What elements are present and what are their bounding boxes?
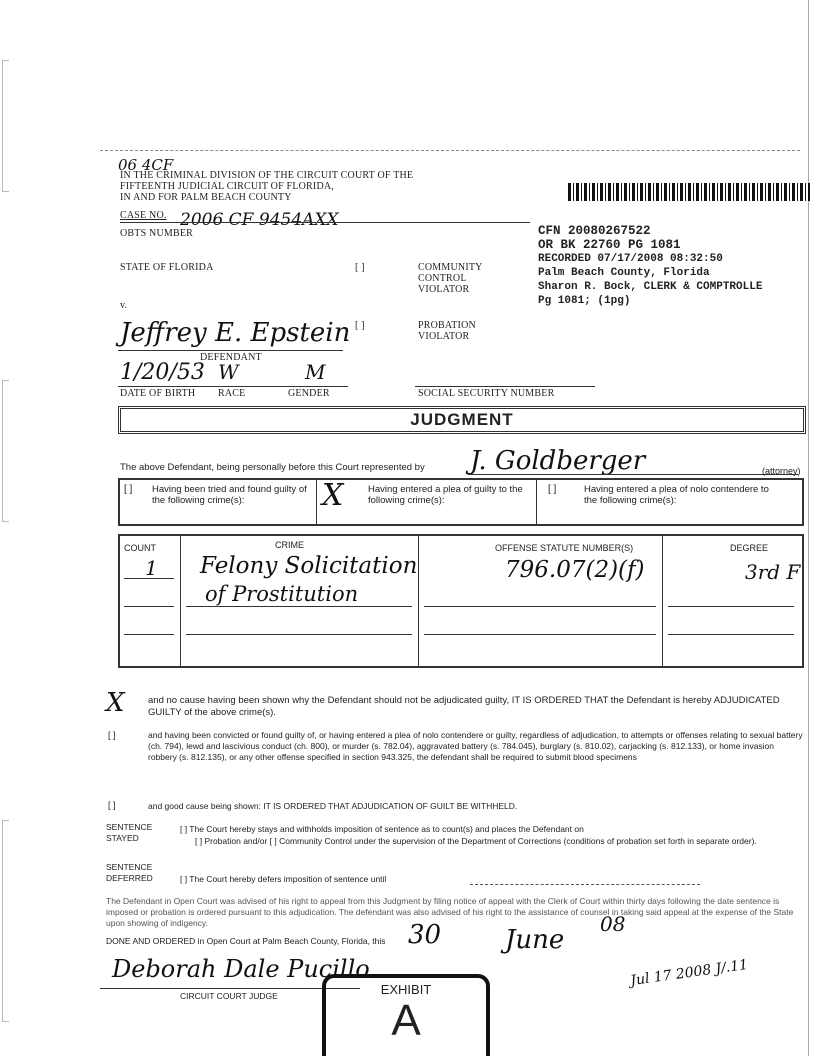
attorney-label: (attorney) xyxy=(762,466,801,476)
defendant-label: DEFENDANT xyxy=(200,352,262,363)
dob-label: DATE OF BIRTH xyxy=(120,388,196,399)
judge-signature: Deborah Dale Pucillo xyxy=(112,955,370,983)
divider xyxy=(180,534,181,666)
gender-label: GENDER xyxy=(288,388,330,399)
case-no-value: 2006 CF 9454AXX xyxy=(180,210,339,230)
appeal-text: The Defendant in Open Court was advised of his right to appeal from this Judgment by filing notice of appeal with the Clerk of Court within thirty days following the date sentence is imposed or probation is ordered pursuant to this adjudication. The defendant was also advised of his right to the assistance of counsel in taking said appeal at the expense of the State upon showing of indigency. xyxy=(106,896,794,928)
divider xyxy=(124,606,174,607)
gender-value: M xyxy=(305,360,326,384)
plea-tried-checkbox[interactable]: [ ] xyxy=(124,484,133,495)
month-value: June xyxy=(505,925,565,955)
statute-value: 796.07(2)(f) xyxy=(505,557,645,583)
col-degree: DEGREE xyxy=(730,543,769,553)
clerk: Sharon R. Bock, CLERK & COMPTROLLE xyxy=(538,281,763,293)
cfn: CFN 20080267522 xyxy=(538,224,651,238)
handwritten-case-note: 06 4CF xyxy=(118,156,174,174)
blood-text: and having been convicted or found guilty of, or having entered a plea of nolo contendere or guilty, regardless of adjudication, to attempts or offenses relating to sexual battery (ch. 794), lewd and lascivious conduct (ch. 800), or murder (s. 782.04), aggravated battery (s. 784.045), burglary (s. 810.02), carjacking (s. 812.133), or home invasion robbery (s. 812.135), or any other offense specified in section 943.325, the defendant shall be required to submit blood specimens xyxy=(148,730,803,762)
recording-stamp xyxy=(538,224,762,308)
stayed-label: SENTENCE STAYED xyxy=(106,822,153,843)
attorney-name: J. Goldberger xyxy=(470,446,646,476)
defendant-name: Jeffrey E. Epstein xyxy=(120,318,351,348)
plea-guilty-checkbox[interactable]: X xyxy=(322,478,344,513)
divider xyxy=(316,478,317,524)
race-value: W xyxy=(218,360,239,384)
ssn-label: SOCIAL SECURITY NUMBER xyxy=(418,388,555,399)
plea-tried-label: Having been tried and found guilty of the following crime(s): xyxy=(152,484,307,506)
recorded-date: RECORDED 07/17/2008 08:32:50 xyxy=(538,253,723,265)
barcode xyxy=(568,183,810,201)
degree-value: 3rd F xyxy=(745,560,801,584)
divider xyxy=(668,606,794,607)
exhibit-label: EXHIBIT xyxy=(380,982,432,997)
stayed-text: [ ] The Court hereby stays and withholds imposition of sentence as to count(s) and places the Defendant on xyxy=(180,824,584,834)
adjudicated-checkbox[interactable]: X xyxy=(106,688,125,718)
plea-nolo-label: Having entered a plea of nolo contendere to the following crime(s): xyxy=(584,484,769,506)
court-line-1: IN THE CRIMINAL DIVISION OF THE CIRCUIT COURT OF THE xyxy=(120,170,414,181)
adjudicated-text: and no cause having been shown why the Defendant should not be adjudicated guilty, IT IS ORDERED THAT the Defendant is hereby ADJUDICATED GUILTY of the above crime(s). xyxy=(148,695,780,718)
blood-checkbox[interactable]: [ ] xyxy=(108,730,116,740)
crime-value-1: Felony Solicitation xyxy=(200,553,418,579)
exhibit-sticker xyxy=(322,974,490,1056)
col-statute: OFFENSE STATUTE NUMBER(S) xyxy=(495,543,634,553)
col-crime: CRIME xyxy=(275,540,304,550)
probation-checkbox: [ ] xyxy=(355,320,365,331)
divider xyxy=(415,386,595,387)
divider xyxy=(536,478,537,524)
deferred-date-blank xyxy=(470,884,700,885)
state-label: STATE OF FLORIDA xyxy=(120,262,214,273)
race-label: RACE xyxy=(218,388,246,399)
scan-margin xyxy=(2,820,9,1022)
case-no-label: CASE NO. xyxy=(120,210,167,221)
community-control-label: COMMUNITY CONTROL VIOLATOR xyxy=(418,262,483,295)
divider xyxy=(100,150,800,151)
scan-edge xyxy=(808,0,809,1056)
deferred-label: SENTENCE DEFERRED xyxy=(106,862,153,883)
divider xyxy=(468,474,798,475)
court-line-3: IN AND FOR PALM BEACH COUNTY xyxy=(120,192,292,203)
deferred-text: [ ] The Court hereby defers imposition of sentence until xyxy=(180,874,387,884)
count-value: 1 xyxy=(145,556,158,580)
year-value: 08 xyxy=(600,912,626,936)
divider xyxy=(662,534,663,666)
community-control-checkbox: [ ] xyxy=(355,262,365,273)
book-page: OR BK 22760 PG 1081 xyxy=(538,238,681,252)
divider xyxy=(120,222,530,223)
plea-nolo-checkbox[interactable]: [ ] xyxy=(548,484,557,495)
court-line-2: FIFTEENTH JUDICIAL CIRCUIT OF FLORIDA, xyxy=(120,181,334,192)
county: Palm Beach County, Florida xyxy=(538,267,710,279)
signature-line xyxy=(100,988,360,989)
divider xyxy=(124,578,174,579)
margin-note: Jul 17 2008 J/.11 xyxy=(629,956,750,990)
obts-label: OBTS NUMBER xyxy=(120,228,194,239)
divider xyxy=(424,634,656,635)
col-count: COUNT xyxy=(124,543,156,553)
stayed-text-2: [ ] Probation and/or [ ] Community Control under the supervision of the Department of Corrections (conditions of probation set forth in separate order). xyxy=(195,836,757,846)
page-count: Pg 1081; (1pg) xyxy=(538,295,631,307)
versus: v. xyxy=(120,300,128,311)
divider xyxy=(118,350,343,351)
done-text: DONE AND ORDERED in Open Court at Palm Beach County, Florida, this xyxy=(106,936,386,946)
crime-value-2: of Prostitution xyxy=(205,582,359,606)
probation-label: PROBATION VIOLATOR xyxy=(418,320,476,342)
represented-text: The above Defendant, being personally before this Court represented by xyxy=(120,462,425,473)
judge-label: CIRCUIT COURT JUDGE xyxy=(180,991,278,1001)
divider xyxy=(118,386,348,387)
day-value: 30 xyxy=(408,920,442,950)
scan-margin xyxy=(2,380,9,522)
divider xyxy=(186,634,412,635)
divider xyxy=(668,634,794,635)
divider xyxy=(418,534,419,666)
judgment-title: JUDGMENT xyxy=(410,410,514,429)
plea-guilty-label: Having entered a plea of guilty to the following crime(s): xyxy=(368,484,523,506)
divider xyxy=(186,606,412,607)
judgment-title-bar xyxy=(118,406,806,434)
dob-value: 1/20/53 xyxy=(120,360,205,385)
exhibit-letter: A xyxy=(391,996,421,1045)
scan-margin xyxy=(2,60,9,192)
divider xyxy=(124,634,174,635)
withheld-text: and good cause being shown: IT IS ORDERED THAT ADJUDICATION OF GUILT BE WITHHELD. xyxy=(148,801,518,811)
divider xyxy=(424,606,656,607)
withheld-checkbox[interactable]: [ ] xyxy=(108,800,116,810)
